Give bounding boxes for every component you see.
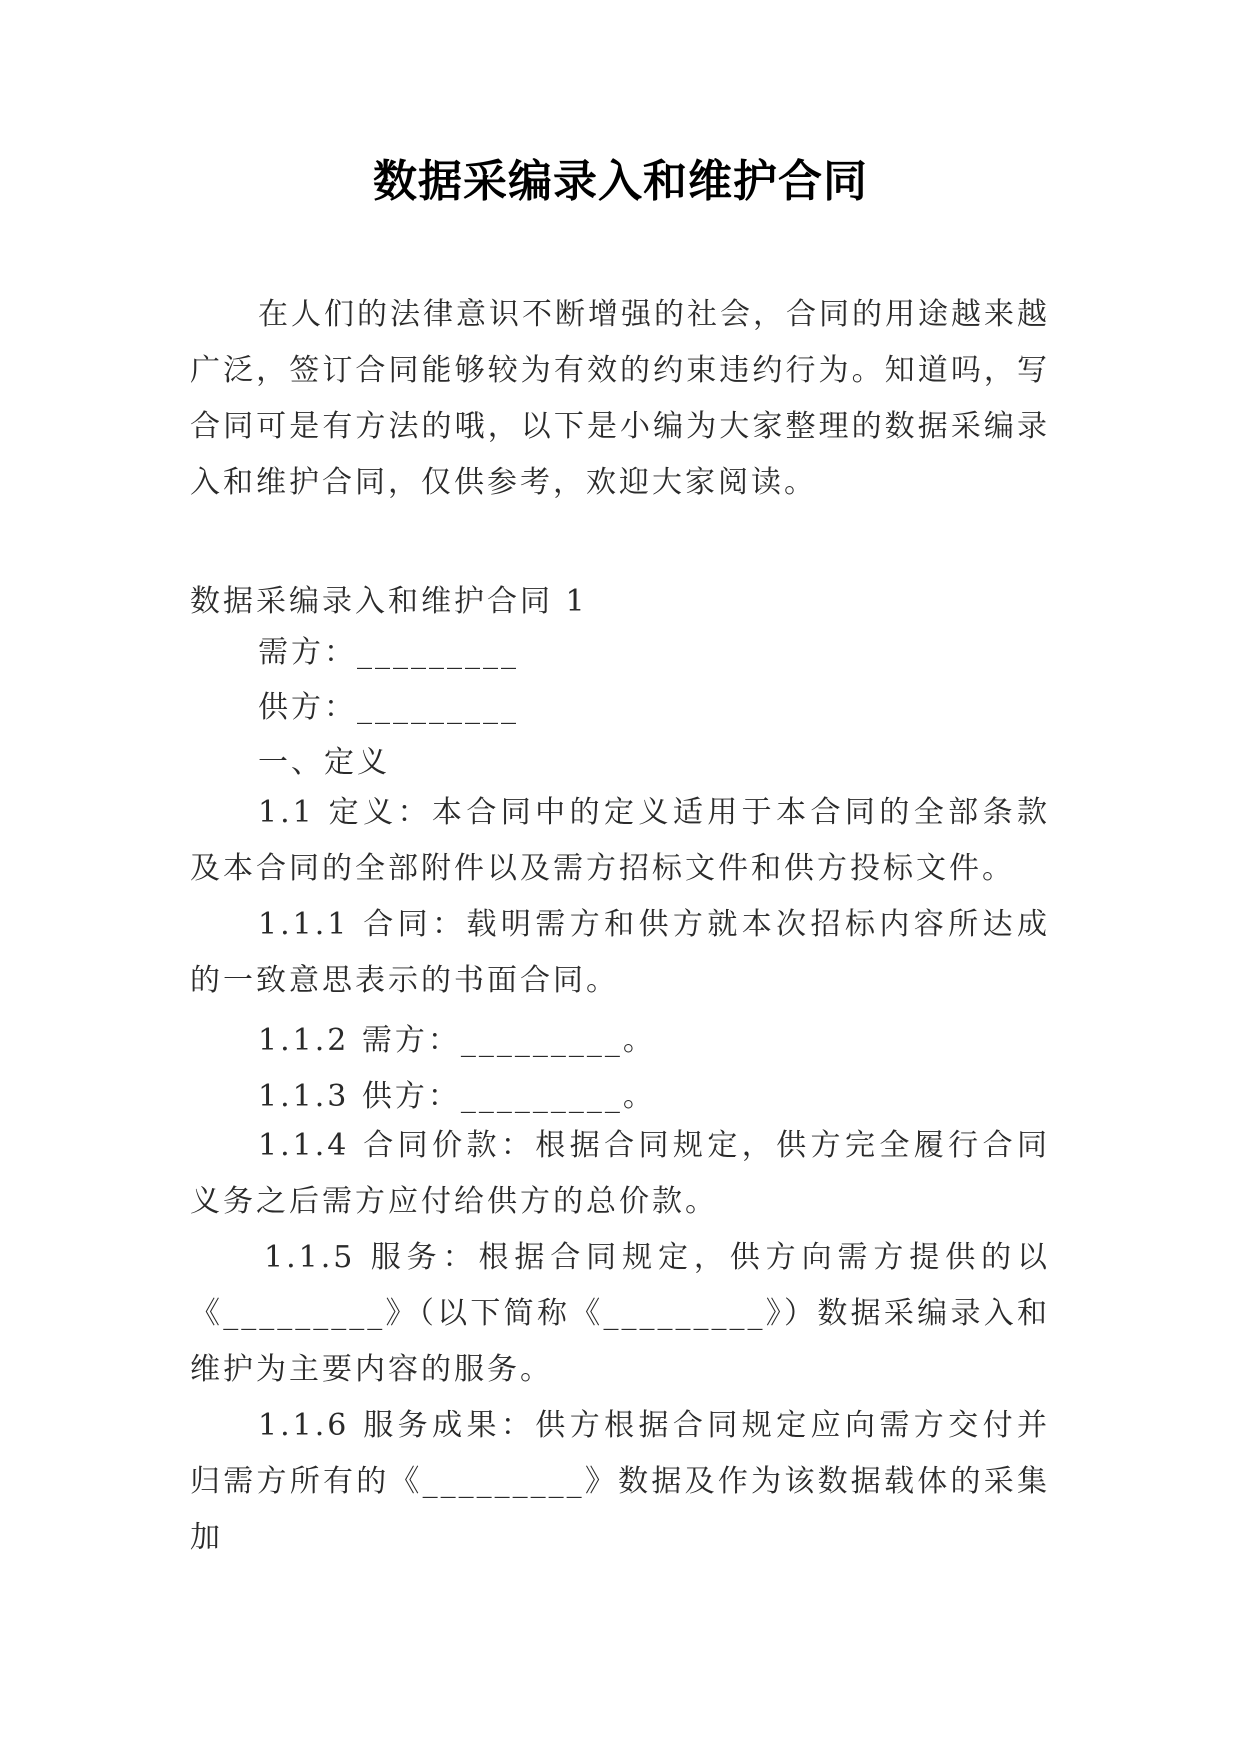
clause-1-1-6: 1.1.6 服务成果：供方根据合同规定应向需方交付并归需方所有的《_________》数据及作为该数据载体的采集加 [190,1408,1050,1555]
document-title: 数据采编录入和维护合同 [373,156,868,207]
clause-1-1-2: 1.1.2 需方：_________。 [258,1023,656,1058]
clause-1-1-1: 1.1.1 合同：载明需方和供方就本次招标内容所达成的一致意思表示的书面合同。 [190,907,1050,998]
supply-party-line: 供方：_________ [258,690,519,725]
chapter-heading: 一、定义 [258,745,390,780]
clause-1-1-4: 1.1.4 合同价款：根据合同规定，供方完全履行合同义务之后需方应付给供方的总价款。 [190,1128,1050,1219]
section-heading: 数据采编录入和维护合同 1 [190,584,588,619]
clause-1-1: 1.1 定义：本合同中的定义适用于本合同的全部条款及本合同的全部附件以及需方招标文件和供方投标文件。 [190,795,1050,886]
clause-1-1-5: 1.1.5 服务：根据合同规定，供方向需方提供的以《_________》（以下简称《_________》）数据采编录入和维护为主要内容的服务。 [190,1240,1050,1387]
intro-paragraph: 在人们的法律意识不断增强的社会，合同的用途越来越广泛，签订合同能够较为有效的约束违约行为。知道吗，写合同可是有方法的哦，以下是小编为大家整理的数据采编录入和维护合同，仅供参考，欢迎大家阅读。 [190,297,1050,500]
clause-1-1-3: 1.1.3 供方：_________。 [258,1079,656,1114]
demand-party-line: 需方：_________ [258,635,519,670]
